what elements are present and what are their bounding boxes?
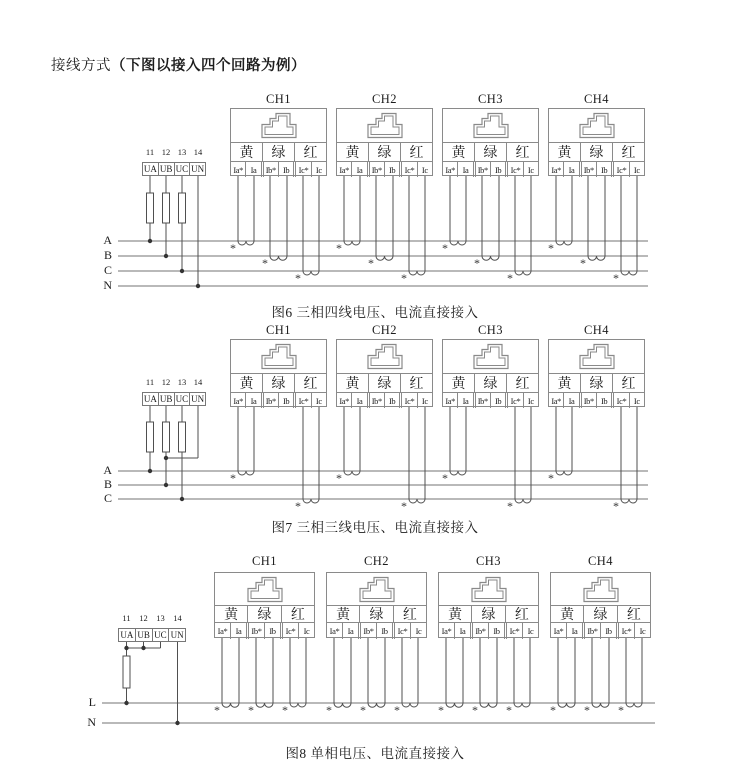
current-terminal-cell-Ib: Ib xyxy=(596,162,611,177)
current-terminal-cell-Ib-star: Ib* xyxy=(470,623,488,639)
phase-color-cell-1: 绿 xyxy=(368,143,400,161)
current-terminal-cell-Ic-star: Ic* xyxy=(293,162,310,177)
voltage-terminal-number-12: 12 xyxy=(139,613,148,623)
polarity-mark: * xyxy=(442,471,448,485)
current-terminal-cell-Ia-star: Ia* xyxy=(339,164,349,175)
channel-block-ch3 xyxy=(438,572,539,638)
figure-6-caption: 图6 三相四线电压、电流直接接入 xyxy=(271,305,479,320)
phase-color-row xyxy=(327,606,426,623)
polarity-mark: * xyxy=(442,241,448,255)
polarity-mark: * xyxy=(282,703,288,717)
polarity-mark: * xyxy=(580,256,586,270)
polarity-mark: * xyxy=(618,703,624,717)
current-terminal-row xyxy=(439,623,538,639)
current-terminal-cell-Ib-star: Ib* xyxy=(358,623,376,639)
current-terminal-cell-Ic-star: Ic* xyxy=(505,162,522,177)
phase-color-cell-0: 黄 xyxy=(557,146,572,161)
voltage-terminal-cell-ua: UA xyxy=(120,630,134,640)
connector-section xyxy=(439,573,538,606)
current-terminal-cell-Ic-star: Ic* xyxy=(504,623,522,639)
channel-label-ch3: CH3 xyxy=(477,323,504,337)
channel-label-ch3: CH3 xyxy=(475,554,502,568)
connector-section xyxy=(215,573,314,606)
phase-color-cell-2: 红 xyxy=(294,143,326,161)
current-terminal-cell-Ic-star: Ic* xyxy=(399,393,416,408)
figure-7-caption: 图7 三相三线电压、电流直接接入 xyxy=(271,520,479,535)
current-terminal-cell-Ib: Ib xyxy=(376,623,392,639)
current-terminal-cell-Ia: Ia xyxy=(351,393,366,408)
voltage-terminal-cell-un: UN xyxy=(191,394,205,404)
phase-color-cell-0: 黄 xyxy=(451,146,466,161)
phase-color-cell-1: 绿 xyxy=(368,374,400,392)
channel-block-ch4 xyxy=(550,572,651,638)
voltage-terminal-number-14: 14 xyxy=(193,147,203,157)
voltage-terminal-cell-un: UN xyxy=(191,164,205,174)
voltage-terminal-cell-uc: UC xyxy=(174,393,190,405)
current-terminal-cell-Ib: Ib xyxy=(490,393,505,408)
bus-label-B: B xyxy=(103,248,112,262)
connector-section xyxy=(551,573,650,606)
connector-inner-outline xyxy=(475,580,503,599)
current-terminal-cell-Ib-star: Ib* xyxy=(473,162,490,177)
current-terminal-cell-Ic-star: Ic* xyxy=(293,393,310,408)
current-terminal-cell-Ic: Ic xyxy=(298,623,314,639)
phase-color-cell-2: 红 xyxy=(617,606,650,622)
polarity-mark: * xyxy=(613,271,619,285)
polarity-mark: * xyxy=(230,471,236,485)
current-terminal-row xyxy=(551,623,650,639)
polarity-mark: * xyxy=(507,271,513,285)
voltage-terminal-number-13: 13 xyxy=(156,613,165,623)
current-terminal-cell-Ia-star: Ia* xyxy=(217,626,228,636)
current-terminal-cell-Ia: Ia xyxy=(245,162,260,177)
phase-color-cell-1: 绿 xyxy=(262,143,294,161)
current-terminal-cell-Ia: Ia xyxy=(566,623,582,639)
phase-color-cell-0: 黄 xyxy=(560,608,575,623)
polarity-mark: * xyxy=(438,703,444,717)
current-terminal-cell-Ic-star: Ic* xyxy=(611,393,628,408)
current-terminal-cell-Ia: Ia xyxy=(230,623,246,639)
current-terminal-cell-Ic: Ic xyxy=(417,162,432,177)
junction-dot xyxy=(141,646,145,650)
phase-color-cell-1: 绿 xyxy=(262,374,294,392)
phase-color-cell-0: 黄 xyxy=(224,608,239,623)
current-terminal-cell-Ic: Ic xyxy=(523,393,538,408)
voltage-terminal-number-14: 14 xyxy=(193,377,203,387)
current-terminal-cell-Ib: Ib xyxy=(278,393,293,408)
current-terminal-cell-Ib: Ib xyxy=(384,162,399,177)
phase-color-cell-2: 红 xyxy=(612,374,644,392)
current-terminal-cell-Ib-star: Ib* xyxy=(579,393,596,408)
phase-color-cell-2: 红 xyxy=(294,374,326,392)
current-terminal-cell-Ic: Ic xyxy=(417,393,432,408)
current-terminal-cell-Ib-star: Ib* xyxy=(367,393,384,408)
voltage-terminal-cell-ua: UA xyxy=(143,164,157,174)
junction-dot xyxy=(175,721,179,725)
voltage-terminal-number-11: 11 xyxy=(145,377,155,387)
connector-inner-outline xyxy=(587,580,615,599)
phase-color-cell-0: 黄 xyxy=(239,377,254,392)
current-terminal-cell-Ia: Ia xyxy=(457,393,472,408)
voltage-terminal-number-11: 11 xyxy=(122,613,131,623)
polarity-mark: * xyxy=(474,256,480,270)
polarity-mark: * xyxy=(472,703,478,717)
current-terminal-cell-Ib-star: Ib* xyxy=(367,162,384,177)
phase-color-cell-1: 绿 xyxy=(580,374,612,392)
polarity-mark: * xyxy=(326,703,332,717)
current-terminal-cell-Ia: Ia xyxy=(342,623,358,639)
bus-label-B: B xyxy=(103,477,112,491)
bus-label-A: A xyxy=(103,463,112,477)
current-terminal-row xyxy=(215,623,314,639)
current-terminal-cell-Ib-star: Ib* xyxy=(582,623,600,639)
current-terminal-cell-Ic: Ic xyxy=(629,162,644,177)
voltage-terminal-cell-ub: UB xyxy=(158,163,174,175)
figure-8-caption: 图8 单相电压、电流直接接入 xyxy=(285,746,465,761)
current-terminal-cell-Ib: Ib xyxy=(264,623,280,639)
polarity-mark: * xyxy=(336,241,342,255)
current-terminal-cell-Ib-star: Ib* xyxy=(473,393,490,408)
junction-dot xyxy=(124,701,128,705)
phase-color-cell-1: 绿 xyxy=(474,374,506,392)
connector-inner-outline xyxy=(363,580,391,599)
rj45-connector-icon xyxy=(358,576,396,603)
voltage-terminal-row xyxy=(118,628,186,642)
phase-color-cell-0: 黄 xyxy=(336,608,351,623)
current-terminal-row xyxy=(327,623,426,639)
channel-label-ch4: CH4 xyxy=(587,554,614,568)
channel-label-ch2: CH2 xyxy=(371,323,398,337)
polarity-mark: * xyxy=(214,703,220,717)
phase-color-cell-2: 红 xyxy=(612,143,644,161)
phase-color-cell-1: 绿 xyxy=(247,606,280,622)
current-terminal-cell-Ia: Ia xyxy=(457,162,472,177)
phase-color-cell-0: 黄 xyxy=(448,608,463,623)
channel-label-ch3: CH3 xyxy=(477,92,504,106)
phase-color-cell-2: 红 xyxy=(281,606,314,622)
bus-label-N: N xyxy=(87,715,96,729)
fuse-symbol xyxy=(123,656,130,688)
polarity-mark: * xyxy=(295,271,301,285)
polarity-mark: * xyxy=(394,703,400,717)
current-terminal-cell-Ib: Ib xyxy=(490,162,505,177)
current-terminal-cell-Ic-star: Ic* xyxy=(611,162,628,177)
voltage-terminal-number-14: 14 xyxy=(173,613,182,623)
voltage-terminal-cell-uc: UC xyxy=(174,163,190,175)
current-terminal-cell-Ia-star: Ia* xyxy=(329,626,340,636)
channel-label-ch2: CH2 xyxy=(371,92,398,106)
channel-label-ch2: CH2 xyxy=(363,554,390,568)
phase-color-cell-2: 红 xyxy=(400,374,432,392)
current-terminal-cell-Ia-star: Ia* xyxy=(551,164,561,175)
current-terminal-cell-Ia-star: Ia* xyxy=(445,164,455,175)
current-terminal-cell-Ib-star: Ib* xyxy=(246,623,264,639)
page-title-prefix: 接线方式 xyxy=(51,58,111,74)
phase-color-cell-2: 红 xyxy=(505,606,538,622)
current-terminal-cell-Ic-star: Ic* xyxy=(392,623,410,639)
connector-section xyxy=(327,573,426,606)
channel-label-ch1: CH1 xyxy=(251,554,278,568)
polarity-mark: * xyxy=(584,703,590,717)
polarity-mark: * xyxy=(262,256,268,270)
phase-color-row xyxy=(215,606,314,623)
channel-label-ch1: CH1 xyxy=(265,323,292,337)
current-terminal-cell-Ic: Ic xyxy=(629,393,644,408)
bus-label-A: A xyxy=(103,233,112,247)
bus-label-C: C xyxy=(103,263,112,277)
bus-label-C: C xyxy=(103,491,112,505)
polarity-mark: * xyxy=(401,499,407,513)
current-terminal-cell-Ib: Ib xyxy=(278,162,293,177)
phase-color-cell-0: 黄 xyxy=(345,146,360,161)
voltage-terminal-cell-ub: UB xyxy=(158,393,174,405)
phase-color-cell-2: 红 xyxy=(400,143,432,161)
polarity-mark: * xyxy=(548,471,554,485)
current-terminal-cell-Ib-star: Ib* xyxy=(261,393,278,408)
current-terminal-cell-Ib-star: Ib* xyxy=(579,162,596,177)
phase-color-cell-1: 绿 xyxy=(474,143,506,161)
current-terminal-cell-Ib-star: Ib* xyxy=(261,162,278,177)
current-terminal-cell-Ib: Ib xyxy=(600,623,616,639)
polarity-mark: * xyxy=(368,256,374,270)
rj45-connector-icon xyxy=(246,576,284,603)
phase-color-cell-1: 绿 xyxy=(580,143,612,161)
voltage-terminal-number-12: 12 xyxy=(161,147,171,157)
connector-inner-outline xyxy=(251,580,279,599)
current-terminal-cell-Ic: Ic xyxy=(410,623,426,639)
voltage-terminal-number-13: 13 xyxy=(177,147,187,157)
current-terminal-cell-Ia-star: Ia* xyxy=(551,395,561,406)
phase-color-row xyxy=(439,606,538,623)
current-terminal-cell-Ic-star: Ic* xyxy=(505,393,522,408)
channel-label-ch4: CH4 xyxy=(583,323,610,337)
phase-color-cell-1: 绿 xyxy=(359,606,392,622)
channel-label-ch4: CH4 xyxy=(583,92,610,106)
current-terminal-cell-Ic-star: Ic* xyxy=(280,623,298,639)
phase-color-cell-1: 绿 xyxy=(471,606,504,622)
phase-color-cell-0: 黄 xyxy=(239,146,254,161)
polarity-mark: * xyxy=(506,703,512,717)
current-terminal-cell-Ib: Ib xyxy=(596,393,611,408)
polarity-mark: * xyxy=(507,499,513,513)
voltage-terminal-cell-ua: UA xyxy=(143,394,157,404)
voltage-terminal-number-13: 13 xyxy=(177,377,187,387)
phase-color-cell-2: 红 xyxy=(506,143,538,161)
polarity-mark: * xyxy=(613,499,619,513)
polarity-mark: * xyxy=(336,471,342,485)
current-terminal-cell-Ia-star: Ia* xyxy=(441,626,452,636)
channel-block-ch1 xyxy=(214,572,315,638)
current-terminal-cell-Ia: Ia xyxy=(454,623,470,639)
polarity-mark: * xyxy=(360,703,366,717)
current-terminal-cell-Ia-star: Ia* xyxy=(233,395,243,406)
page-title-emphasis: （下图以接入四个回路为例） xyxy=(111,58,306,74)
polarity-mark: * xyxy=(548,241,554,255)
current-terminal-cell-Ic-star: Ic* xyxy=(616,623,634,639)
bus-label-N: N xyxy=(103,278,112,292)
current-terminal-cell-Ib: Ib xyxy=(384,393,399,408)
phase-color-cell-1: 绿 xyxy=(583,606,616,622)
current-terminal-cell-Ia: Ia xyxy=(563,162,578,177)
voltage-terminal-cell-un: UN xyxy=(168,629,185,641)
current-terminal-cell-Ia: Ia xyxy=(351,162,366,177)
current-terminal-cell-Ia-star: Ia* xyxy=(339,395,349,406)
bus-label-L: L xyxy=(88,695,96,709)
phase-color-cell-0: 黄 xyxy=(451,377,466,392)
current-terminal-cell-Ic: Ic xyxy=(522,623,538,639)
current-terminal-cell-Ic: Ic xyxy=(311,393,326,408)
current-terminal-cell-Ic: Ic xyxy=(634,623,650,639)
channel-block-ch2 xyxy=(326,572,427,638)
current-terminal-cell-Ic: Ic xyxy=(523,162,538,177)
voltage-terminal-cell-uc: UC xyxy=(152,629,169,641)
current-terminal-cell-Ia: Ia xyxy=(563,393,578,408)
polarity-mark: * xyxy=(230,241,236,255)
polarity-mark: * xyxy=(401,271,407,285)
current-terminal-cell-Ib: Ib xyxy=(488,623,504,639)
current-terminal-cell-Ic: Ic xyxy=(311,162,326,177)
channel-label-ch1: CH1 xyxy=(265,92,292,106)
junction-dot xyxy=(124,646,128,650)
phase-color-cell-0: 黄 xyxy=(345,377,360,392)
phase-color-cell-0: 黄 xyxy=(557,377,572,392)
current-terminal-cell-Ic-star: Ic* xyxy=(399,162,416,177)
current-terminal-cell-Ia: Ia xyxy=(245,393,260,408)
phase-color-cell-2: 红 xyxy=(393,606,426,622)
current-terminal-cell-Ia-star: Ia* xyxy=(553,626,564,636)
current-terminal-cell-Ia-star: Ia* xyxy=(445,395,455,406)
polarity-mark: * xyxy=(550,703,556,717)
phase-color-row xyxy=(551,606,650,623)
voltage-terminal-number-11: 11 xyxy=(145,147,155,157)
voltage-terminal-cell-ub: UB xyxy=(135,629,152,641)
polarity-mark: * xyxy=(248,703,254,717)
rj45-connector-icon xyxy=(582,576,620,603)
current-terminal-cell-Ia-star: Ia* xyxy=(233,164,243,175)
phase-color-cell-2: 红 xyxy=(506,374,538,392)
polarity-mark: * xyxy=(295,499,301,513)
rj45-connector-icon xyxy=(470,576,508,603)
voltage-terminal-number-12: 12 xyxy=(161,377,171,387)
